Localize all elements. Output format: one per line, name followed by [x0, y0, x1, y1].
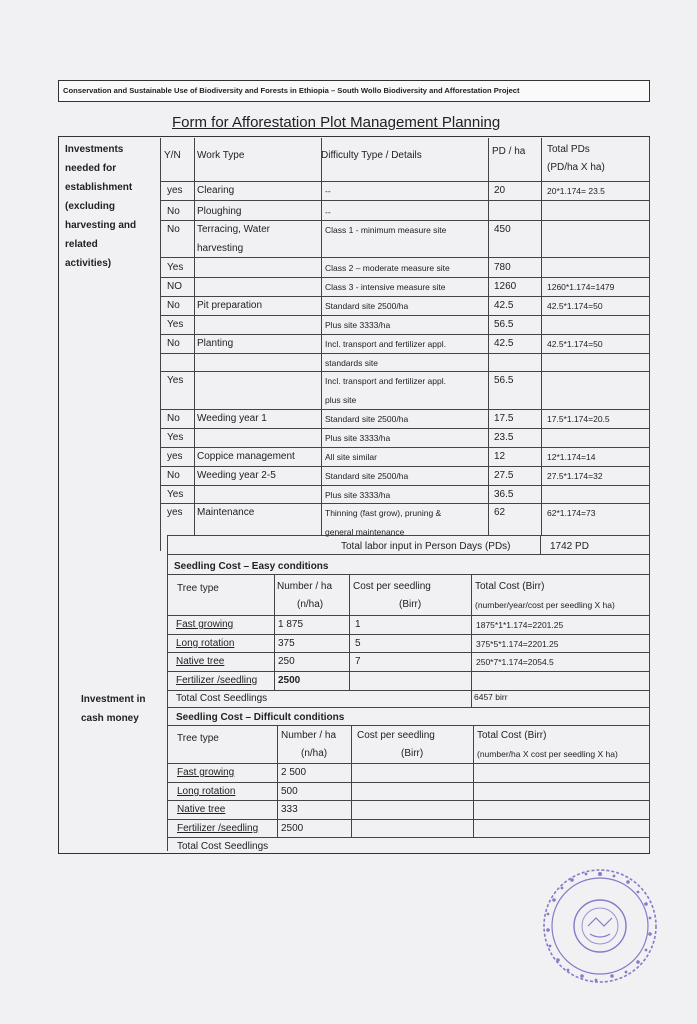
- row-pd-ha: 36.5: [494, 489, 514, 500]
- easy-header-tree-type: Tree type: [177, 583, 219, 594]
- row-difficulty: Standard site 2500/ha: [325, 301, 409, 311]
- row-work-type: Weeding year 1: [197, 413, 267, 424]
- rule-line: [160, 353, 649, 354]
- row-pd-ha: 62: [494, 507, 506, 518]
- form-table: [58, 136, 650, 854]
- cash-label-line: cash money: [81, 713, 139, 724]
- row-pd-ha: 450: [494, 224, 511, 235]
- rule-line: [167, 707, 649, 708]
- column-line: [277, 725, 278, 837]
- rule-line: [167, 763, 649, 764]
- difficult-header-total: Total Cost (Birr): [477, 730, 547, 741]
- row-total-pds: 17.5*1.174=20.5: [547, 414, 610, 424]
- rule-line: [160, 257, 649, 258]
- column-line: [471, 574, 472, 707]
- easy-header-cost: Cost per seedling: [353, 581, 431, 592]
- form-sheet: [58, 80, 650, 856]
- row-difficulty: Thinning (fast grow), pruning &: [325, 508, 442, 518]
- rule-line: [160, 447, 649, 448]
- difficult-header-tree-type: Tree type: [177, 733, 219, 744]
- row-difficulty-cont: standards site: [325, 358, 378, 368]
- difficult-row-number: 500: [281, 786, 298, 797]
- difficult-row-number: 333: [281, 804, 298, 815]
- easy-total-label: Total Cost Seedlings: [176, 693, 268, 704]
- row-pd-ha: 12: [494, 451, 506, 462]
- rule-line: [160, 277, 649, 278]
- row-pd-ha: 42.5: [494, 300, 514, 311]
- difficult-row-tree-type: Long rotation: [177, 786, 236, 797]
- row-total-pds: 1260*1.174=1479: [547, 282, 615, 292]
- row-difficulty: Incl. transport and fertilizer appl.: [325, 339, 446, 349]
- total-labor-value: 1742 PD: [550, 541, 589, 552]
- easy-row-cost: 1: [355, 619, 361, 630]
- easy-row-cost: 5: [355, 638, 361, 649]
- column-line: [488, 138, 489, 535]
- row-yn: No: [167, 413, 180, 424]
- column-line: [541, 138, 542, 535]
- row-difficulty: Class 3 - intensive measure site: [325, 282, 446, 292]
- rule-line: [167, 554, 649, 555]
- easy-row-tree-type: Fertilizer /seedling: [176, 675, 258, 686]
- rule-line: [167, 634, 649, 635]
- rule-line: [167, 690, 649, 691]
- row-pd-ha: 56.5: [494, 375, 514, 386]
- row-difficulty: Plus site 3333/ha: [325, 320, 391, 330]
- column-line: [274, 574, 275, 690]
- easy-row-total: 250*7*1.174=2054.5: [476, 657, 554, 667]
- row-difficulty: Standard site 2500/ha: [325, 471, 409, 481]
- row-difficulty: Class 1 - minimum measure site: [325, 225, 447, 235]
- row-yn: No: [167, 338, 180, 349]
- easy-row-total: 375*5*1.174=2201.25: [476, 639, 559, 649]
- col-header-total-pds: Total PDs: [547, 144, 590, 155]
- easy-row-number: 250: [278, 656, 295, 667]
- investments-label-line: harvesting and: [65, 220, 137, 231]
- row-yn: No: [167, 206, 180, 217]
- rule-line: [167, 800, 649, 801]
- row-difficulty: Class 2 – moderate measure site: [325, 263, 450, 273]
- official-seal: [538, 864, 662, 988]
- row-difficulty: Plus site 3333/ha: [325, 490, 391, 500]
- investments-label-line: related: [65, 239, 98, 250]
- cash-label-line: Investment in: [81, 694, 146, 705]
- easy-header-number: Number / ha: [277, 581, 333, 592]
- difficult-header-number-unit: (n/ha): [301, 748, 328, 759]
- row-difficulty: All site similar: [325, 452, 377, 462]
- column-line: [167, 554, 168, 851]
- rule-line: [160, 315, 649, 316]
- easy-header-number-unit: (n/ha): [297, 599, 324, 610]
- difficult-header-total-formula: (number/ha X cost per seedling X ha): [477, 749, 618, 759]
- easy-row-total: 1875*1*1.174=2201.25: [476, 620, 564, 630]
- row-yn: yes: [167, 451, 183, 462]
- easy-header-total-formula: (number/year/cost per seedling X ha): [475, 600, 615, 610]
- easy-row-cost: 7: [355, 656, 361, 667]
- column-line: [351, 725, 352, 837]
- rule-line: [167, 819, 649, 820]
- row-work-type: Coppice management: [197, 451, 295, 462]
- investments-label-line: establishment: [65, 182, 133, 193]
- row-work-type: Maintenance: [197, 507, 255, 518]
- col-header-total-pds-formula: (PD/ha X ha): [547, 162, 605, 173]
- difficult-row-number: 2500: [281, 823, 304, 834]
- rule-line: [160, 200, 649, 201]
- project-header: [58, 80, 650, 102]
- column-line: [540, 535, 541, 554]
- row-pd-ha: 23.5: [494, 432, 514, 443]
- rule-line: [160, 181, 649, 182]
- row-pd-ha: 56.5: [494, 319, 514, 330]
- column-line: [194, 138, 195, 535]
- row-work-type: Weeding year 2-5: [197, 470, 276, 481]
- rule-line: [160, 466, 649, 467]
- column-line: [321, 138, 322, 535]
- row-pd-ha: 780: [494, 262, 511, 273]
- column-line: [473, 725, 474, 837]
- rule-line: [160, 485, 649, 486]
- row-total-pds: 12*1.174=14: [547, 452, 596, 462]
- easy-total-value: 6457 birr: [474, 692, 508, 702]
- difficult-total-label: Total Cost Seedlings: [177, 841, 269, 852]
- rule-line: [167, 671, 649, 672]
- investments-label-line: (excluding: [65, 201, 116, 212]
- row-work-type: Ploughing: [197, 206, 242, 217]
- row-total-pds: 62*1.174=73: [547, 508, 596, 518]
- rule-line: [167, 574, 649, 575]
- column-line: [349, 574, 350, 690]
- total-labor-label: Total labor input in Person Days (PDs): [341, 541, 511, 552]
- row-yn: No: [167, 300, 180, 311]
- row-pd-ha: 17.5: [494, 413, 514, 424]
- row-pd-ha: 42.5: [494, 338, 514, 349]
- row-yn: No: [167, 470, 180, 481]
- row-work-type: Planting: [197, 338, 234, 349]
- col-header-pd-ha: PD / ha: [492, 146, 526, 157]
- rule-line: [167, 535, 649, 536]
- row-difficulty-cont: general maintenance: [325, 527, 405, 537]
- difficult-header-cost-unit: (Birr): [401, 748, 424, 759]
- easy-row-tree-type: Long rotation: [176, 638, 235, 649]
- row-yn: Yes: [167, 489, 184, 500]
- row-yn: Yes: [167, 432, 184, 443]
- row-work-type: Clearing: [197, 185, 235, 196]
- row-work-type: Terracing, Water: [197, 224, 270, 235]
- row-difficulty: Plus site 3333/ha: [325, 433, 391, 443]
- row-pd-ha: 1260: [494, 281, 517, 292]
- row-yn: Yes: [167, 319, 184, 330]
- difficult-row-tree-type: Native tree: [177, 804, 226, 815]
- col-header-yn: Y/N: [164, 150, 181, 161]
- rule-line: [160, 220, 649, 221]
- column-line: [167, 535, 168, 554]
- easy-title: Seedling Cost – Easy conditions: [174, 561, 329, 572]
- row-yn: No: [167, 224, 180, 235]
- easy-header-cost-unit: (Birr): [399, 599, 422, 610]
- project-header-text: Conservation and Sustainable Use of Biodiversity and Forests in Ethiopia – South Wollo Biodiversity and Afforestation Project: [63, 86, 520, 95]
- col-header-work-type: Work Type: [197, 150, 245, 161]
- row-total-pds: 42.5*1.174=50: [547, 339, 603, 349]
- row-yn: yes: [167, 507, 183, 518]
- easy-row-tree-type: Native tree: [176, 656, 225, 667]
- row-yn: NO: [167, 281, 182, 292]
- row-difficulty-cont: plus site: [325, 395, 357, 405]
- investments-label-line: Investments: [65, 144, 124, 155]
- column-line: [649, 138, 650, 851]
- rule-line: [167, 725, 649, 726]
- row-total-pds: 20*1.174= 23.5: [547, 186, 605, 196]
- row-work-type: Pit preparation: [197, 300, 263, 311]
- row-difficulty: Standard site 2500/ha: [325, 414, 409, 424]
- difficult-header-number: Number / ha: [281, 730, 337, 741]
- row-yn: Yes: [167, 262, 184, 273]
- difficult-row-tree-type: Fast growing: [177, 767, 235, 778]
- form-title: Form for Afforestation Plot Management Planning: [172, 114, 501, 131]
- row-pd-ha: 20: [494, 185, 506, 196]
- difficult-row-tree-type: Fertilizer /seedling: [177, 823, 259, 834]
- easy-row-number: 2500: [278, 675, 301, 686]
- rule-line: [167, 615, 649, 616]
- rule-line: [160, 428, 649, 429]
- rule-line: [160, 503, 649, 504]
- row-work-type-cont: harvesting: [197, 243, 244, 254]
- easy-row-number: 375: [278, 638, 295, 649]
- rule-line: [160, 371, 649, 372]
- row-yn: yes: [167, 185, 183, 196]
- easy-row-tree-type: Fast growing: [176, 619, 234, 630]
- rule-line: [160, 409, 649, 410]
- difficult-header-cost: Cost per seedling: [357, 730, 435, 741]
- investments-label-line: activities): [65, 258, 112, 269]
- rule-line: [160, 334, 649, 335]
- row-total-pds: 42.5*1.174=50: [547, 301, 603, 311]
- difficult-title: Seedling Cost – Difficult conditions: [176, 712, 345, 723]
- row-difficulty: Incl. transport and fertilizer appl.: [325, 376, 446, 386]
- rule-line: [167, 652, 649, 653]
- rule-line: [167, 782, 649, 783]
- column-line: [160, 138, 161, 551]
- easy-header-total: Total Cost (Birr): [475, 581, 545, 592]
- rule-line: [160, 296, 649, 297]
- row-difficulty: --: [325, 186, 331, 196]
- row-pd-ha: 27.5: [494, 470, 514, 481]
- row-yn: Yes: [167, 375, 184, 386]
- investments-label-line: needed for: [65, 163, 117, 174]
- difficult-row-number: 2 500: [281, 767, 307, 778]
- rule-line: [167, 837, 649, 838]
- col-header-difficulty: Difficulty Type / Details: [321, 150, 422, 161]
- easy-row-number: 1 875: [278, 619, 304, 630]
- row-difficulty: --: [325, 207, 331, 217]
- row-total-pds: 27.5*1.174=32: [547, 471, 603, 481]
